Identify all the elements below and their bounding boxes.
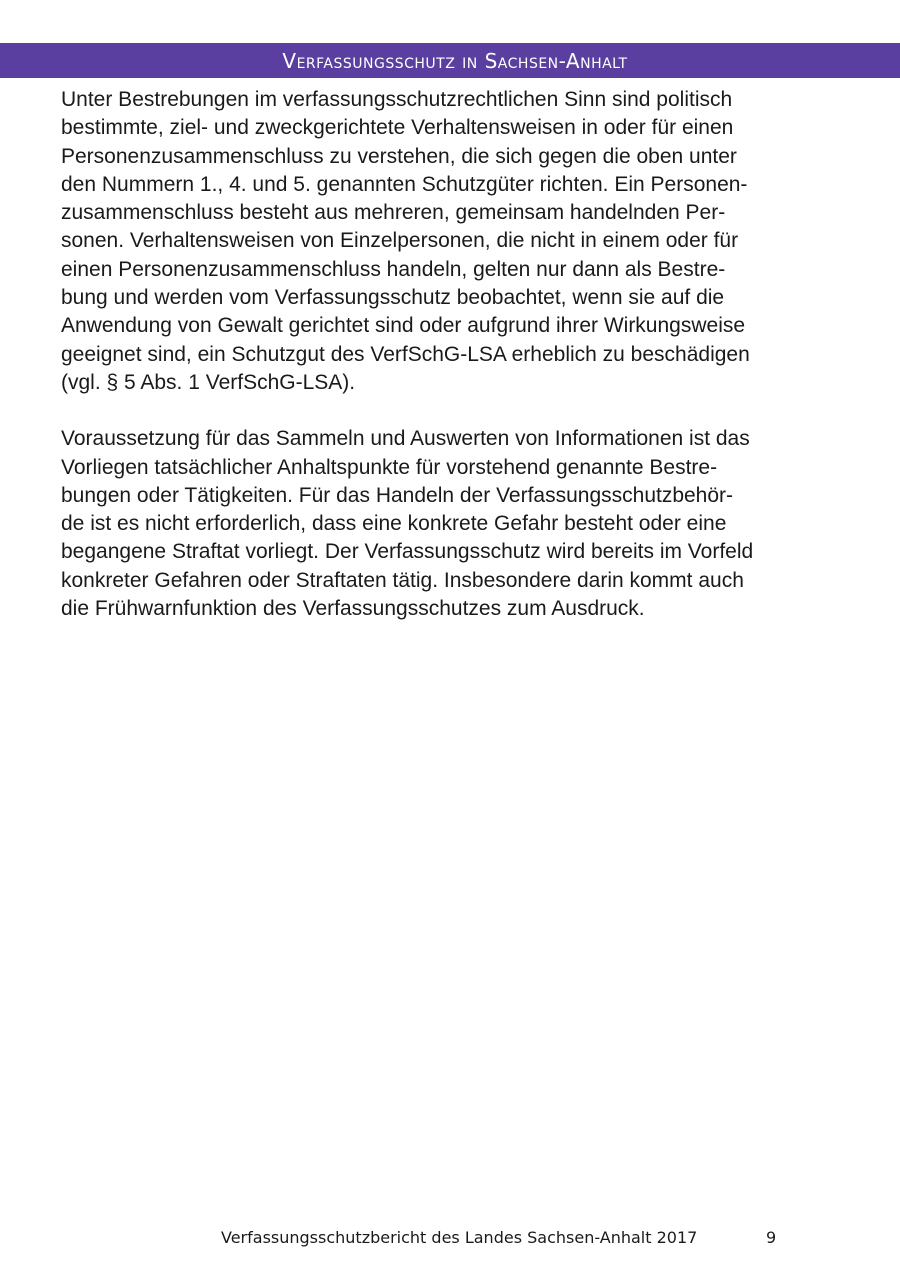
document-body [61, 86, 851, 623]
text-line: Personenzusammenschluss zu verstehen, die sich gegen die oben unter [61, 144, 737, 168]
text-line: konkreter Gefahren oder Straftaten tätig. Insbesondere darin kommt auch [61, 568, 744, 592]
text-line: sonen. Verhaltensweisen von Einzelpersonen, die nicht in einem oder für [61, 229, 739, 253]
text-line: bungen oder Tätigkeiten. Für das Handeln der Verfassungsschutzbehör- [61, 483, 734, 507]
text-line: Anwendung von Gewalt gerichtet sind oder aufgrund ihrer Wirkungsweise [61, 314, 746, 338]
page-footer [0, 1228, 900, 1252]
text-line: begangene Straftat vorliegt. Der Verfassungsschutz wird bereits im Vorfeld [61, 540, 754, 564]
text-line: Voraussetzung für das Sammeln und Auswerten von Informationen ist das [61, 427, 750, 451]
section-header-bar [0, 43, 900, 78]
text-line: zusammenschluss besteht aus mehreren, gemeinsam handelnden Per- [61, 201, 726, 225]
paragraph-voraussetzung [61, 425, 851, 623]
paragraph-bestrebungen [61, 86, 851, 397]
page-number: 9 [766, 1228, 777, 1247]
text-line: (vgl. § 5 Abs. 1 VerfSchG-LSA). [61, 370, 356, 394]
text-line: den Nummern 1., 4. und 5. genannten Schutzgüter richten. Ein Personen- [61, 172, 748, 196]
text-line: einen Personenzusammenschluss handeln, gelten nur dann als Bestre- [61, 257, 726, 281]
text-line: geeignet sind, ein Schutzgut des VerfSchG-LSA erheblich zu beschädigen [61, 342, 750, 366]
text-line: die Frühwarnfunktion des Verfassungsschutzes zum Ausdruck. [61, 597, 645, 621]
text-line: bung und werden vom Verfassungsschutz beobachtet, wenn sie auf die [61, 286, 725, 310]
text-line: bestimmte, ziel- und zweckgerichtete Verhaltensweisen in oder für einen [61, 116, 734, 140]
text-line: Unter Bestrebungen im verfassungsschutzrechtlichen Sinn sind politisch [61, 88, 733, 111]
text-line: Vorliegen tatsächlicher Anhaltspunkte für vorstehend genannte Bestre- [61, 455, 718, 479]
footer-report-title: Verfassungsschutzbericht des Landes Sachsen-Anhalt 2017 [221, 1228, 698, 1247]
text-line: de ist es nicht erforderlich, dass eine konkrete Gefahr besteht oder eine [61, 512, 727, 536]
section-title: Verfassungsschutz in Sachsen-Anhalt [282, 48, 628, 73]
